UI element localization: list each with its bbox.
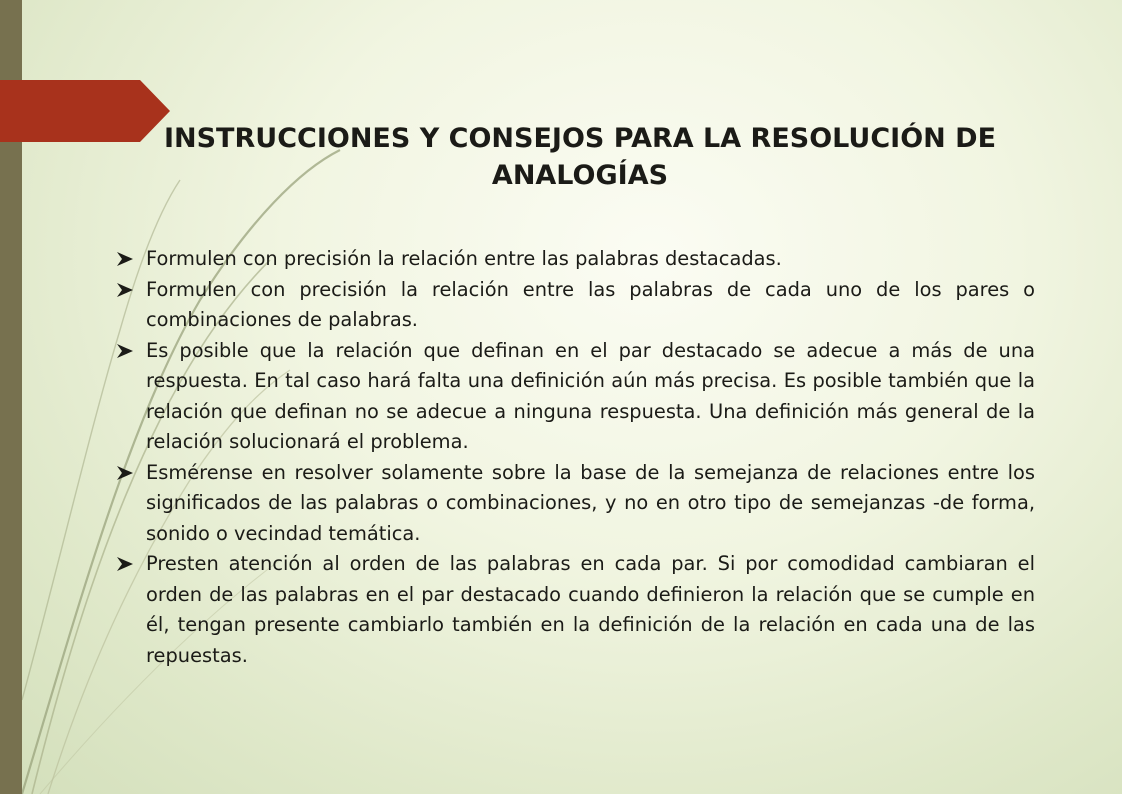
bullet-item-1	[116, 244, 1035, 275]
bullet-list	[116, 244, 1035, 671]
bullet-item-2	[116, 275, 1035, 336]
bullet-text-5: Presten atención al orden de las palabras en cada par. Si por comodidad cambiaran el orden de las palabras en el par destacado cuando definieron la relación que se cumple en él, tengan presente cambiarlo también en la definición de la relación en cada una de las repuestas.	[146, 552, 1035, 667]
bullet-item-3	[116, 336, 1035, 458]
bullet-text-1: Formulen con precisión la relación entre las palabras destacadas.	[146, 247, 782, 270]
bullet-text-4: Esmérense en resolver solamente sobre la base de la semejanza de relaciones entre los significados de las palabras o combinaciones, y no en otro tipo de semejanzas -de forma, sonido o vecindad temática.	[146, 460, 1035, 545]
arrowhead-bullet-icon	[116, 251, 134, 267]
bullet-item-4	[116, 458, 1035, 550]
arrowhead-bullet-icon	[116, 465, 134, 481]
slide-title: INSTRUCCIONES Y CONSEJOS PARA LA RESOLUCIÓN DE ANALOGÍAS	[163, 123, 997, 191]
arrowhead-bullet-icon	[116, 556, 134, 572]
bullet-text-3: Es posible que la relación que definan en el par destacado se adecue a más de una respuesta. En tal caso hará falta una definición aún más precisa. Es posible también que la relación que definan no se adecue a ninguna respuesta. Una definición más general de la relación solucionará el problema.	[146, 338, 1035, 453]
arrowhead-bullet-icon	[116, 343, 134, 359]
arrowhead-bullet-icon	[116, 282, 134, 298]
bullet-item-5	[116, 549, 1035, 671]
bullet-text-2: Formulen con precisión la relación entre las palabras de cada uno de los pares o combinaciones de palabras.	[146, 277, 1035, 331]
